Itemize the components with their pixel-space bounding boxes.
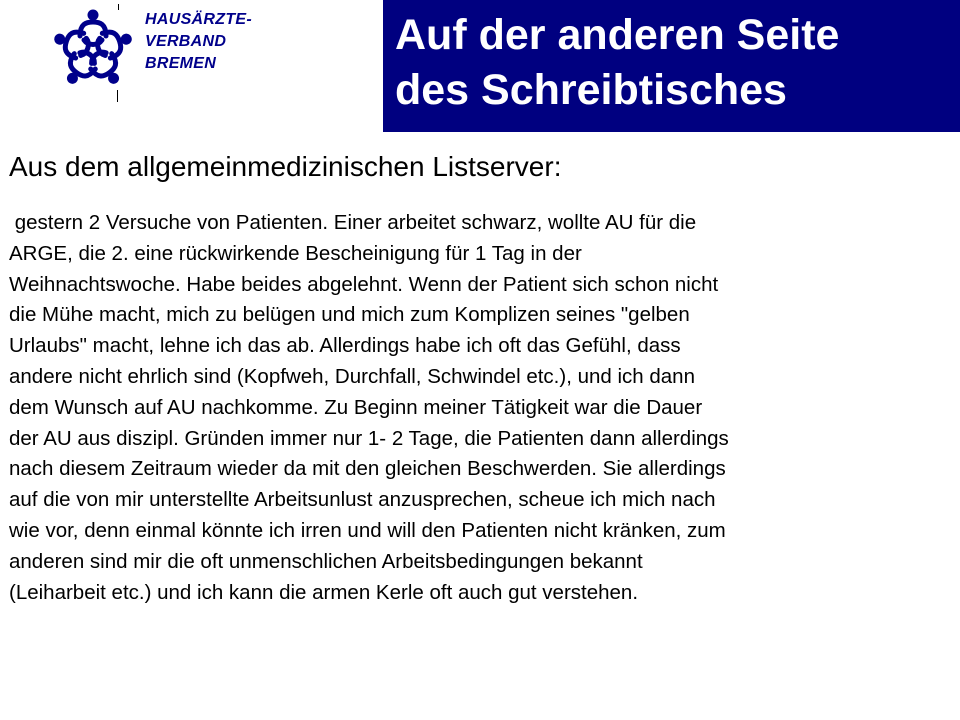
slide-title-line: des Schreibtisches	[395, 66, 787, 114]
message-line: (Leiharbeit etc.) und ich kann die armen Kerle oft auch gut verstehen.	[9, 580, 639, 604]
message-line: andere nicht ehrlich sind (Kopfweh, Durchfall, Schwindel etc.), und ich dann	[9, 364, 695, 388]
message-line: anderen sind mir die oft unmenschlichen Arbeitsbedingungen bekannt	[9, 549, 643, 573]
message-line: nach diesem Zeitraum wieder da mit den gleichen Beschwerden. Sie allerdings	[9, 457, 726, 481]
message-line: der AU aus diszipl. Gründen immer nur 1- 2 Tage, die Patienten dann allerdings	[9, 426, 729, 450]
message-line: Urlaubs" macht, lehne ich das ab. Allerdings habe ich oft das Gefühl, dass	[9, 334, 681, 358]
message-line: die Mühe macht, mich zu belügen und mich zum Komplizen seines "gelben	[9, 303, 690, 327]
message-line: gestern 2 Versuche von Patienten. Einer arbeitet schwarz, wollte AU für die	[9, 211, 697, 234]
hausaerzte-logo-icon	[50, 6, 136, 90]
title-banner	[383, 0, 960, 132]
slide-title-line: Auf der anderen Seite	[395, 11, 840, 59]
message-line: ARGE, die 2. eine rückwirkende Bescheinigung für 1 Tag in der	[9, 241, 582, 265]
section-subtitle: Aus dem allgemeinmedizinischen Listserver:	[9, 151, 562, 182]
slide-title	[395, 8, 839, 118]
quoted-message	[9, 208, 949, 608]
message-line: dem Wunsch auf AU nachkomme. Zu Beginn meiner Tätigkeit war die Dauer	[9, 395, 703, 419]
logo-divider	[117, 90, 118, 102]
org-name-line: BREMEN	[145, 55, 217, 72]
org-name-line: VERBAND	[145, 33, 227, 50]
message-line: auf die von mir unterstellte Arbeitsunlust anzusprechen, scheue ich mich nach	[9, 488, 716, 512]
org-name-line: HAUSÄRZTE-	[145, 11, 252, 28]
organization-name	[145, 9, 252, 75]
message-line: wie vor, denn einmal könnte ich irren und will den Patienten nicht kränken, zum	[9, 518, 726, 542]
message-line: Weihnachtswoche. Habe beides abgelehnt. Wenn der Patient sich schon nicht	[9, 272, 719, 296]
